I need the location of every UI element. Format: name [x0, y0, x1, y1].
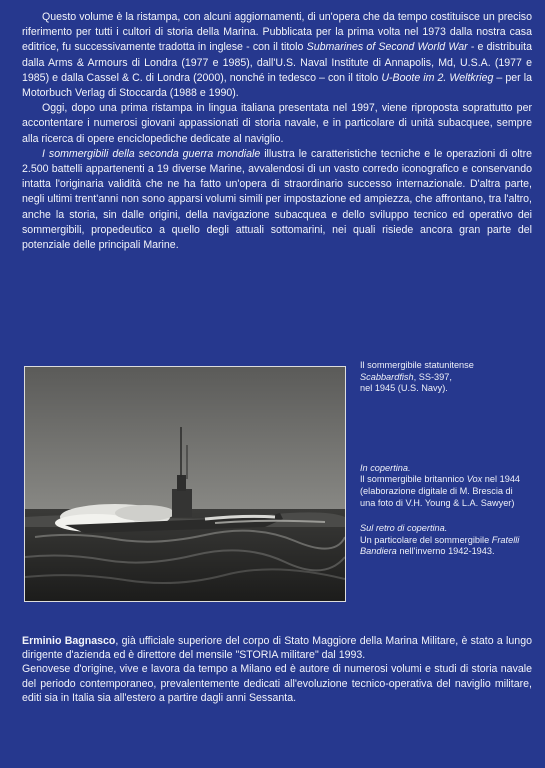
author-name: Erminio Bagnasco [22, 635, 116, 647]
intro-paragraph-3: I sommergibili della seconda guerra mondiale illustra le caratteristiche tecniche e le operazioni di oltre 2.500 battelli appartenenti a 19 diverse Marine, avvalendosi di un vasto corredo iconografico e conservando intatta l'originaria validità che ne ha fatto un'opera di straordinario successo internazionale. D'altra parte, negli ultimi trent'anni non sono apparsi volumi simili per impostazione ed ampiezza, che affrontano, tra l'altro, anche la storia, sin dalle origini, della navigazione subacquea e dello sviluppo tecnico ed operativo dei sommergibili, propedeutico a quello degli attuali sottomarini, nei quali risiede ancora gran parte del potenziale delle principali Marine. [22, 147, 533, 252]
back-caption-heading: Sul retro di copertina. [360, 523, 448, 534]
intro-text [22, 10, 532, 253]
back-caption: Sul retro di copertina. Un particolare del sommergibile Fratelli Bandiera nell'inverno 1942-1943. [360, 523, 520, 557]
book-title: I sommergibili della seconda guerra mondiale [42, 147, 261, 160]
submarine-photo [24, 366, 346, 602]
cover-caption: In copertina. Il sommergibile britannico Vox nel 1944 (elaborazione digitale di M. Brescia di una foto di V.H. Young & L.A. Sawyer) [360, 462, 521, 508]
intro-paragraph-1: Questo volume è la ristampa, con alcuni aggiornamenti, di un'opera che da tempo costituisce un preciso riferimento per tutti i cultori di storia della Marina. Pubblicata per la prima volta nel 1973 dalla nostra casa editrice, fu successivamente tradotta in inglese - con il titolo Submarines of Second World War - e distribuita dalla Arms & Armours di Londra (1977 e 1985), dall'U.S. Naval Institute di Annapolis, Md, U.S.A. (1977 e 1985) e dalla Cassel & C. di Londra (2000), nonché in tedesco – con il titolo U-Boote im 2. Weltkrieg – per la Motorbuch Verlag di Stoccarda (1988 e 1990). [22, 11, 532, 100]
cover-sub-name: Vox [466, 474, 483, 485]
submarine-photo-image [25, 367, 345, 601]
photo-sub-name: Scabbardfish [360, 371, 414, 382]
captions [360, 360, 528, 572]
author-paragraph-1: Erminio Bagnasco, già ufficiale superiore del corpo di Stato Maggiore della Marina Militare, è stato a lungo dirigente d'azienda ed è direttore del mensile "STORIA militare" dal 1993. [22, 635, 532, 662]
title-uboote: U-Boote im 2. Weltkrieg [381, 71, 494, 84]
cover-caption-heading: In copertina. [360, 462, 411, 473]
author-paragraph-2: Genovese d'origine, vive e lavora da tempo a Milano ed è autore di numerosi volumi e studi di storia navale del periodo contemporaneo, prevalentemente dedicati all'evoluzione tecnico-operativa del naviglio militare, editi sia in Italia sia all'estero a partire dagli anni Sessanta. [22, 663, 532, 704]
intro-paragraph-2: Oggi, dopo una prima ristampa in lingua italiana presentata nel 1997, viene riproposta soprattutto per accontentare i numerosi giovani appassionati di storia navale, e in particolare di unità subacquee, sempre alla ricerca di opere enciclopediche dedicate al naviglio. [22, 102, 532, 145]
photo-caption: Il sommergibile statunitense Scabbardfish, SS-397, nel 1945 (U.S. Navy). [360, 360, 474, 394]
author-bio [22, 634, 532, 705]
back-sub-name: Fratelli Bandiera [360, 534, 520, 557]
title-submarines: Submarines of Second World War [306, 41, 468, 54]
